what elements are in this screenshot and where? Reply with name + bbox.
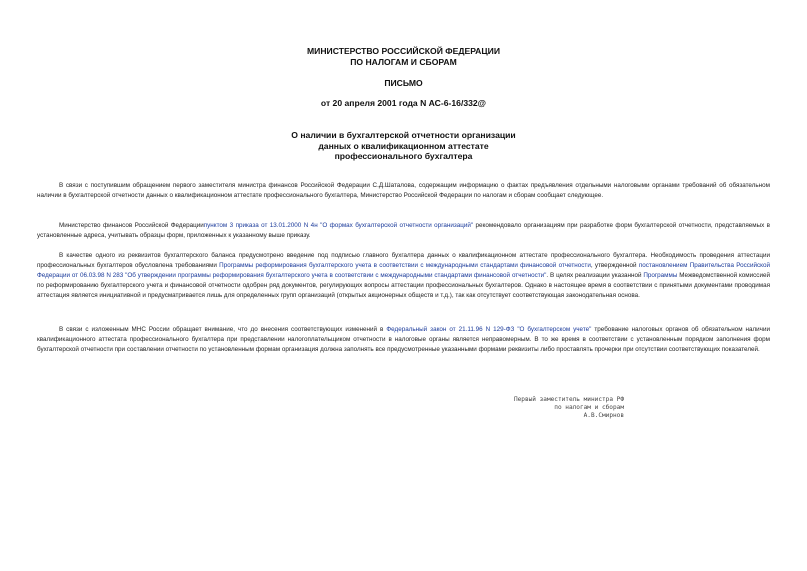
reform-program-link[interactable]: Программы реформирования бухгалтерского учета в соответствии с международными стандартами финансовой отчетности bbox=[219, 262, 591, 270]
ministry-line-2: ПО НАЛОГАМ И СБОРАМ bbox=[350, 56, 457, 67]
paragraph-3-text-4: Межведомственной комиссией по реформированию бухгалтерского учета и финансовой отчетности одобрен ряд документов, регулирующих вопросы аттестации профессиональных бухгалтеров. Однако в настоящее время в соответствии с принятыми документами проводимая аттестация является инициативной и предусматривается лишь для определенных групп организаций (открытых акционерных обществ и т.д.), так как отсутствует соответствующая законодательная основа. bbox=[37, 272, 770, 300]
federal-law-link[interactable]: Федеральный закон от 21.11.96 N 129-ФЗ "О бухгалтерском учете" bbox=[386, 326, 592, 333]
subject-line-2: данных о квалификационном аттестате bbox=[318, 140, 489, 151]
ministry-heading bbox=[0, 46, 807, 67]
government-decree-link[interactable]: постановлением Правительства Российской Федерации от 06.03.98 N 283 "Об утверждении программы реформирования бухгалтерского учета в соответствии с международными стандартами финансовой отчетности" bbox=[37, 262, 770, 280]
doc-type-heading: ПИСЬМО bbox=[384, 78, 423, 88]
paragraph-1: В связи с поступившим обращением первого заместителя министра финансов Российской Федерации С.Д.Шаталова, содержащим информацию о фактах предъявления отдельными налоговыми органами требований об обязательном наличии в бухгалтерской отчетности данных о квалификационном аттестате профессионального бухгалтера, Министерство Российской Федерации по налогам и сборам сообщает следующее. bbox=[37, 182, 770, 200]
signature-line-1: Первый заместитель министра РФ bbox=[513, 396, 624, 403]
date-number-heading: от 20 апреля 2001 года N АС-6-16/332@ bbox=[320, 98, 487, 108]
paragraph-2-text-2: рекомендовало организациям при разработке форм бухгалтерской отчетности, представляемых в установленные адреса, учитывать образцы форм, приложенных к указанному выше приказу. bbox=[37, 222, 771, 240]
paragraph-3-text-3: . В целях реализации указанной bbox=[546, 272, 644, 280]
paragraph-2-text-1: Министерство финансов Российской Федерации bbox=[59, 222, 204, 229]
paragraph-3-text-1: В качестве одного из реквизитов бухгалтерского баланса предусмотрено введение под подписью главного бухгалтера данных о квалификационном аттестате профессионального бухгалтера. Необходимость проведения аттестации профессиональных бухгалтеров обусловлена требованиями bbox=[37, 252, 770, 270]
paragraph-4-text-2: требование налоговых органов об обязательном наличии квалификационного аттестата профессионального бухгалтера при представлении налогоплательщиком отчетности в налоговые органы является неправомерным. В то же время в соответствии с установленным порядком заполнения форм бухгалтерской отчетности при составлении отчетности по установленным формам организация должна заполнять все предусмотренные указанными формами реквизиты либо проставлять прочерки при отсутствии соответствующих показателей. bbox=[37, 326, 770, 354]
program-link[interactable]: Программы bbox=[643, 272, 678, 280]
signature-line-3: А.В.Смирнов bbox=[583, 412, 624, 419]
signature-line-2: по налогам и сборам bbox=[554, 404, 624, 411]
paragraph-4 bbox=[37, 325, 770, 355]
subject-line-1: О наличии в бухгалтерской отчетности организации bbox=[291, 130, 516, 140]
ministry-line-1: МИНИСТЕРСТВО РОССИЙСКОЙ ФЕДЕРАЦИИ bbox=[306, 46, 501, 56]
paragraph-2 bbox=[37, 221, 770, 241]
paragraph-3 bbox=[37, 251, 770, 301]
paragraph-4-text-1: В связи с изложенным МНС России обращает внимание, что до внесения соответствующих изменений в bbox=[59, 326, 387, 333]
signature-block bbox=[514, 396, 624, 420]
subject-heading bbox=[0, 130, 807, 162]
subject-line-3: профессионального бухгалтера bbox=[334, 151, 473, 161]
order-link[interactable]: пунктом 3 приказа от 13.01.2000 N 4н "О формах бухгалтерской отчетности организаций" bbox=[203, 222, 474, 229]
paragraph-3-text-2: , утвержденной bbox=[590, 262, 639, 270]
